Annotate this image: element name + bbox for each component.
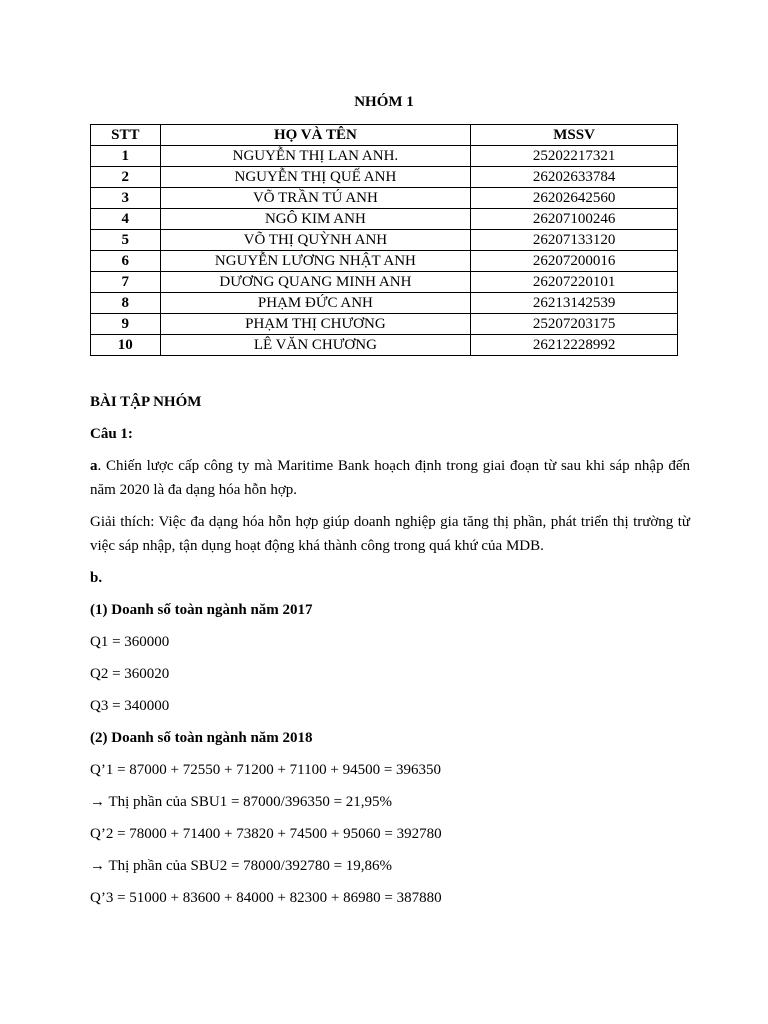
cell-stt: 7 [91,272,161,293]
table-row [91,293,678,314]
q1-prime-line: Q’1 = 87000 + 72550 + 71200 + 71100 + 94500 = 396350 [90,762,442,778]
cell-name: LÊ VĂN CHƯƠNG [160,335,471,356]
cell-name: PHẠM ĐỨC ANH [160,293,471,314]
cell-name: NGUYỄN THỊ LAN ANH. [160,146,471,167]
answer-a-text: . Chiến lược cấp công ty mà Maritime Bank hoạch định trong giai đoạn từ sau khi sáp nhập đến năm 2020 là đa dạng hóa hỗn hợp. [90,458,690,498]
cell-name: DƯƠNG QUANG MINH ANH [160,272,471,293]
cell-mssv: 26207220101 [471,272,678,293]
table-row [91,314,678,335]
q3-prime-line: Q’3 = 51000 + 83600 + 84000 + 82300 + 86980 = 387880 [90,890,442,906]
cell-mssv: 26202642560 [471,188,678,209]
members-table [90,124,678,356]
cell-stt: 10 [91,335,161,356]
answer-a-label: a [90,458,98,474]
q1-line: Q1 = 360000 [90,634,170,650]
cell-name: PHẠM THỊ CHƯƠNG [160,314,471,335]
cell-stt: 4 [91,209,161,230]
cell-stt: 2 [91,167,161,188]
cell-stt: 3 [91,188,161,209]
cell-stt: 9 [91,314,161,335]
q2-prime-line: Q’2 = 78000 + 71400 + 73820 + 74500 + 95060 = 392780 [90,826,442,842]
document-body [90,390,690,918]
cell-stt: 1 [91,146,161,167]
cell-stt: 5 [91,230,161,251]
header-name: HỌ VÀ TÊN [160,125,471,146]
table-header-row [91,125,678,146]
cell-mssv: 26202633784 [471,167,678,188]
answer-b-label: b. [90,570,103,586]
cell-stt: 6 [91,251,161,272]
cell-mssv: 26213142539 [471,293,678,314]
sbu2-share-line: → Thị phần của SBU2 = 78000/392780 = 19,86% [90,858,393,874]
q3-line: Q3 = 340000 [90,698,170,714]
cell-name: NGUYỄN LƯƠNG NHẬT ANH [160,251,471,272]
cell-mssv: 25207203175 [471,314,678,335]
table-row [91,272,678,293]
section-title: BÀI TẬP NHÓM [90,394,202,410]
table-row [91,209,678,230]
cell-name: NGÔ KIM ANH [160,209,471,230]
table-row [91,335,678,356]
table-row [91,230,678,251]
heading-2017: (1) Doanh số toàn ngành năm 2017 [90,602,313,618]
cell-stt: 8 [91,293,161,314]
cell-name: NGUYỄN THỊ QUẾ ANH [160,167,471,188]
q2-line: Q2 = 360020 [90,666,170,682]
header-mssv: MSSV [471,125,678,146]
cell-name: VÕ THỊ QUỲNH ANH [160,230,471,251]
cell-mssv: 26207133120 [471,230,678,251]
header-stt: STT [91,125,161,146]
cell-name: VÕ TRẦN TÚ ANH [160,188,471,209]
table-row [91,251,678,272]
question-1-label: Câu 1: [90,426,133,442]
table-row [91,146,678,167]
table-row [91,167,678,188]
cell-mssv: 26212228992 [471,335,678,356]
explanation-paragraph: Giải thích: Việc đa dạng hóa hỗn hợp giúp doanh nghiệp gia tăng thị phần, phát triển thị trường từ việc sáp nhập, tận dụng hoạt động khá thành công trong quá khứ của MDB. [90,514,690,554]
group-title: NHÓM 1 [354,94,414,110]
cell-mssv: 26207100246 [471,209,678,230]
answer-a [90,454,690,502]
sbu1-share-line: → Thị phần của SBU1 = 87000/396350 = 21,95% [90,794,393,810]
table-row [91,188,678,209]
cell-mssv: 25202217321 [471,146,678,167]
heading-2018: (2) Doanh số toàn ngành năm 2018 [90,730,313,746]
cell-mssv: 26207200016 [471,251,678,272]
